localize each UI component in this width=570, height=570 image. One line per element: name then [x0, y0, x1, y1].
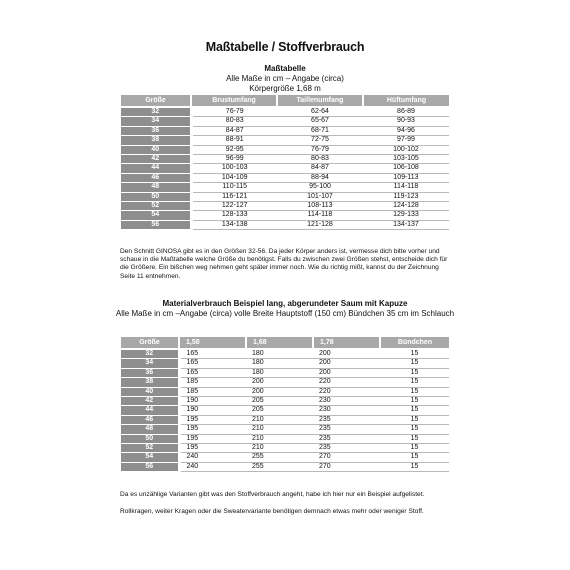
sizes-table-value-cell: 80-83: [277, 155, 363, 164]
material-table-size-cell: 44: [121, 406, 179, 415]
material-table-row: [121, 462, 449, 471]
page-title: Maßtabelle / Stoffverbrauch: [205, 40, 365, 54]
material-table-value-cell: 15: [380, 462, 449, 471]
material-table-value-cell: 200: [246, 378, 313, 387]
sizes-table-value-cell: 90-93: [363, 117, 449, 126]
sizes-header-waist: Taillenumfang: [277, 95, 363, 107]
material-note-2: Rollkragen, weiter Kragen oder die Sweatervariante benötigen demnach etwas mehr oder weniger Stoff.: [120, 508, 424, 515]
sizes-table-size-cell: 50: [121, 192, 191, 201]
sizes-table-size-cell: 40: [121, 145, 191, 154]
material-table-value-cell: 190: [179, 406, 246, 415]
material-table-value-cell: 15: [380, 387, 449, 396]
sizes-header-hip: Hüftumfang: [363, 95, 449, 107]
sizes-table-value-cell: 114-118: [277, 211, 363, 220]
material-table-row: [121, 368, 449, 377]
sizes-table-row: [121, 107, 449, 117]
sizes-note: Den Schnitt GINOSA gibt es in den Größen 32-56. Da jeder Körper anders ist, vermesse dich bitte vorher und schaue in die Maßtabelle welche Größe du benötigst. Falls du zwischen zwei Größen stehst, entscheide dich für die Größere. Ein bißchen weg nehmen geht später immer noch. Wie du richtig mißt, kannst du der Zeichnung Seite 11 entnehmen.: [120, 248, 448, 280]
material-table-value-cell: 235: [313, 425, 380, 434]
material-table-row: [121, 453, 449, 462]
material-table-heading: [100, 299, 470, 319]
sizes-table-value-cell: 110-115: [191, 183, 277, 192]
material-header-height-168: 1,68: [246, 337, 313, 349]
material-table-value-cell: 180: [246, 359, 313, 368]
sizes-table-value-cell: 129-133: [363, 211, 449, 220]
material-table-value-cell: 240: [179, 462, 246, 471]
sizes-table-size-cell: 34: [121, 117, 191, 126]
sizes-table-size-cell: 52: [121, 202, 191, 211]
sizes-table-size-cell: 42: [121, 155, 191, 164]
material-table-value-cell: 210: [246, 444, 313, 453]
material-table-header-row: [121, 337, 449, 349]
sizes-table-row: [121, 192, 449, 201]
material-table-value-cell: 165: [179, 349, 246, 359]
material-table-value-cell: 255: [246, 462, 313, 471]
sizes-header-chest: Brustumfang: [191, 95, 277, 107]
material-table-title: Materialverbrauch Beispiel lang, abgerundeter Saum mit Kapuze: [162, 299, 408, 308]
material-table-value-cell: 200: [313, 359, 380, 368]
sizes-table-size-cell: 54: [121, 211, 191, 220]
sizes-table-value-cell: 80-83: [191, 117, 277, 126]
material-table-row: [121, 415, 449, 424]
sizes-header-size: Größe: [121, 95, 191, 107]
sizes-table-size-cell: 32: [121, 107, 191, 117]
material-table-row: [121, 387, 449, 396]
material-table-value-cell: 235: [313, 415, 380, 424]
material-table-value-cell: 15: [380, 397, 449, 406]
sizes-table-value-cell: 94-96: [363, 126, 449, 135]
material-table-body: [121, 349, 449, 472]
material-table-value-cell: 230: [313, 406, 380, 415]
sizes-table-title: Maßtabelle: [264, 64, 306, 73]
material-table-size-cell: 46: [121, 415, 179, 424]
sizes-table-value-cell: 95-100: [277, 183, 363, 192]
sizes-table-row: [121, 173, 449, 182]
material-table-row: [121, 434, 449, 443]
sizes-table-value-cell: 103-105: [363, 155, 449, 164]
material-table-row: [121, 349, 449, 359]
sizes-table-value-cell: 109-113: [363, 173, 449, 182]
material-table-value-cell: 185: [179, 387, 246, 396]
sizes-table-value-cell: 88-91: [191, 136, 277, 145]
sizes-table-value-cell: 76-79: [277, 145, 363, 154]
material-table-value-cell: 200: [313, 368, 380, 377]
material-table-row: [121, 397, 449, 406]
material-header-height-158: 1,58: [179, 337, 246, 349]
sizes-table-value-cell: 68-71: [277, 126, 363, 135]
sizes-table-subtitle-2: Körpergröße 1,68 m: [249, 84, 321, 93]
material-table-value-cell: 15: [380, 359, 449, 368]
material-table-size-cell: 52: [121, 444, 179, 453]
sizes-table-heading: [100, 64, 470, 94]
material-table-value-cell: 180: [246, 368, 313, 377]
sizes-table-subtitle-1: Alle Maße in cm – Angabe (circa): [226, 74, 344, 83]
sizes-table-value-cell: 134-138: [191, 220, 277, 229]
material-table-size-cell: 42: [121, 397, 179, 406]
material-header-cuffs: Bündchen: [380, 337, 449, 349]
sizes-table: [121, 95, 449, 230]
material-table-row: [121, 425, 449, 434]
sizes-table-value-cell: 101-107: [277, 192, 363, 201]
sizes-table-row: [121, 117, 449, 126]
material-note-1: Da es unzählige Varianten gibt was den Stoffverbrauch angeht, habe ich hier nur ein Beispiel aufgelistet.: [120, 491, 425, 498]
material-table-value-cell: 15: [380, 434, 449, 443]
material-table-subtitle: Alle Maße in cm –Angabe (circa) volle Breite Hauptstoff (150 cm) Bündchen 35 cm im Schlauch: [115, 309, 455, 318]
material-table-value-cell: 205: [246, 406, 313, 415]
material-table-value-cell: 15: [380, 349, 449, 359]
material-table-value-cell: 15: [380, 415, 449, 424]
material-table-row: [121, 378, 449, 387]
material-table-value-cell: 220: [313, 378, 380, 387]
material-table-value-cell: 165: [179, 359, 246, 368]
material-table-value-cell: 210: [246, 425, 313, 434]
material-table-value-cell: 200: [313, 349, 380, 359]
material-table-size-cell: 32: [121, 349, 179, 359]
material-table-value-cell: 240: [179, 453, 246, 462]
material-table-value-cell: 210: [246, 434, 313, 443]
sizes-table-size-cell: 56: [121, 220, 191, 229]
material-table-value-cell: 180: [246, 349, 313, 359]
sizes-table-value-cell: 84-87: [277, 164, 363, 173]
material-table-size-cell: 48: [121, 425, 179, 434]
sizes-table-size-cell: 46: [121, 173, 191, 182]
material-table-value-cell: 205: [246, 397, 313, 406]
sizes-table-row: [121, 126, 449, 135]
material-table-value-cell: 220: [313, 387, 380, 396]
material-table-value-cell: 235: [313, 444, 380, 453]
material-table-value-cell: 195: [179, 444, 246, 453]
sizes-table-value-cell: 72-75: [277, 136, 363, 145]
sizes-table-value-cell: 97-99: [363, 136, 449, 145]
sizes-table-row: [121, 202, 449, 211]
sizes-table-row: [121, 211, 449, 220]
sizes-table-row: [121, 183, 449, 192]
material-table-value-cell: 15: [380, 368, 449, 377]
material-table-value-cell: 15: [380, 406, 449, 415]
material-table-value-cell: 235: [313, 434, 380, 443]
material-table-size-cell: 36: [121, 368, 179, 377]
sizes-table-value-cell: 122-127: [191, 202, 277, 211]
sizes-table-value-cell: 96-99: [191, 155, 277, 164]
sizes-table-size-cell: 36: [121, 126, 191, 135]
material-table-value-cell: 200: [246, 387, 313, 396]
sizes-table-value-cell: 121-128: [277, 220, 363, 229]
material-table-size-cell: 50: [121, 434, 179, 443]
material-table-value-cell: 195: [179, 415, 246, 424]
sizes-table-value-cell: 84-87: [191, 126, 277, 135]
sizes-table-value-cell: 119-123: [363, 192, 449, 201]
material-table-size-cell: 38: [121, 378, 179, 387]
material-header-size: Größe: [121, 337, 179, 349]
material-header-height-178: 1,78: [313, 337, 380, 349]
sizes-table-value-cell: 114-118: [363, 183, 449, 192]
material-table-size-cell: 56: [121, 462, 179, 471]
material-table-value-cell: 255: [246, 453, 313, 462]
material-table-row: [121, 444, 449, 453]
sizes-table-value-cell: 108-113: [277, 202, 363, 211]
sizes-table-value-cell: 100-102: [363, 145, 449, 154]
sizes-table-size-cell: 44: [121, 164, 191, 173]
material-table-row: [121, 359, 449, 368]
material-table-row: [121, 406, 449, 415]
material-table-value-cell: 270: [313, 453, 380, 462]
sizes-table-row: [121, 164, 449, 173]
sizes-table-value-cell: 100-103: [191, 164, 277, 173]
material-table-value-cell: 15: [380, 453, 449, 462]
sizes-table-row: [121, 220, 449, 229]
sizes-table-value-cell: 116-121: [191, 192, 277, 201]
material-table-value-cell: 165: [179, 368, 246, 377]
material-table-value-cell: 210: [246, 415, 313, 424]
material-table-size-cell: 34: [121, 359, 179, 368]
sizes-table-value-cell: 128-133: [191, 211, 277, 220]
material-table-value-cell: 270: [313, 462, 380, 471]
sizes-table-header-row: [121, 95, 449, 107]
material-table-value-cell: 15: [380, 425, 449, 434]
sizes-table-value-cell: 104-109: [191, 173, 277, 182]
sizes-table-value-cell: 106-108: [363, 164, 449, 173]
material-table: [121, 337, 449, 472]
material-table-value-cell: 190: [179, 397, 246, 406]
material-table-value-cell: 195: [179, 425, 246, 434]
sizes-table-row: [121, 136, 449, 145]
sizes-table-value-cell: 65-67: [277, 117, 363, 126]
material-table-size-cell: 54: [121, 453, 179, 462]
sizes-table-row: [121, 155, 449, 164]
sizes-table-value-cell: 92-95: [191, 145, 277, 154]
sizes-table-value-cell: 76-79: [191, 107, 277, 117]
sizes-table-body: [121, 107, 449, 230]
sizes-table-value-cell: 134-137: [363, 220, 449, 229]
sizes-table-row: [121, 145, 449, 154]
sizes-table-value-cell: 88-94: [277, 173, 363, 182]
sizes-table-size-cell: 38: [121, 136, 191, 145]
material-table-value-cell: 15: [380, 378, 449, 387]
sizes-table-value-cell: 124-128: [363, 202, 449, 211]
sizes-table-value-cell: 62-64: [277, 107, 363, 117]
material-table-size-cell: 40: [121, 387, 179, 396]
sizes-table-size-cell: 48: [121, 183, 191, 192]
material-table-value-cell: 15: [380, 444, 449, 453]
material-table-value-cell: 185: [179, 378, 246, 387]
sizes-table-value-cell: 86-89: [363, 107, 449, 117]
material-table-value-cell: 195: [179, 434, 246, 443]
material-table-value-cell: 230: [313, 397, 380, 406]
